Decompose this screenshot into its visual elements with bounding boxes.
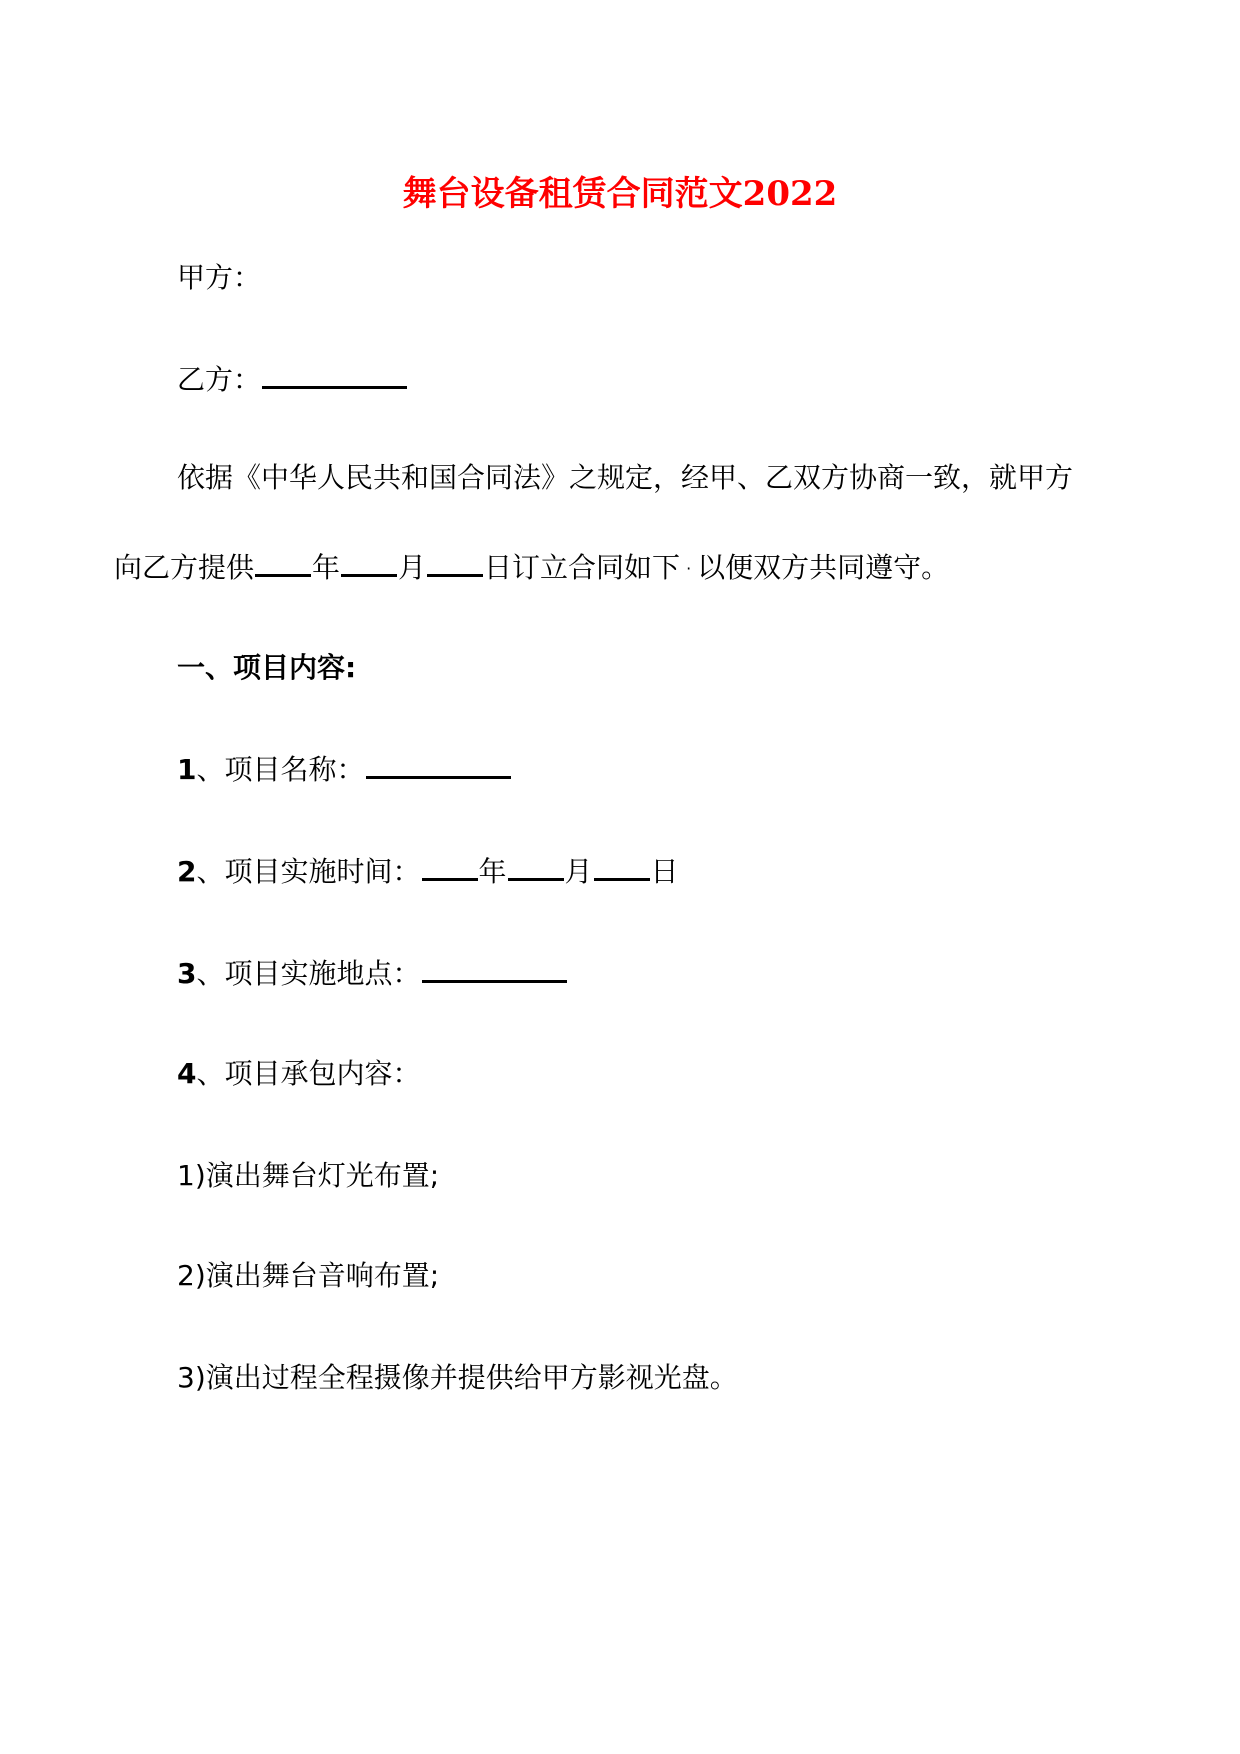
item-1-label: 、项目名称： [196,753,365,786]
item-4-number: 4 [177,1057,197,1090]
item-2-line [177,850,679,892]
preamble-month: 月 [398,551,427,584]
item-1-number: 1 [177,753,197,786]
preamble-text-2-end: 以便双方共同遵守。 [697,551,950,584]
item-1-blank [366,748,511,779]
item-3-label: 、项目实施地点： [196,957,421,990]
preamble-line-2 [114,546,949,589]
item-4-label: 、项目承包内容： [196,1057,421,1090]
party-b-label: 乙方： [177,363,262,396]
item-2-number: 2 [177,855,197,888]
sub-item-1: 1)演出舞台灯光布置; [177,1159,440,1192]
preamble-month-blank [341,546,397,577]
item-2-day-blank [594,850,650,881]
preamble-day-text: 日订立合同如下 [484,551,681,584]
preamble-line-1 [177,458,1073,498]
party-a-label: 甲方： [177,261,262,294]
item-4-line [177,1054,421,1094]
preamble-year-blank [255,546,311,577]
party-b-blank [262,358,407,389]
party-a-line [177,258,261,298]
sub-item-2: 2)演出舞台音响布置; [177,1259,440,1292]
item-3-blank [422,952,567,983]
preamble-text-2-start: 向乙方提供 [114,551,255,584]
item-2-month: 月 [564,855,593,888]
item-1-line [177,748,512,790]
preamble-dot: · [686,559,692,578]
item-3-number: 3 [177,957,197,990]
item-2-year-blank [422,850,478,881]
item-2-label: 、项目实施时间： [196,855,421,888]
item-2-year: 年 [478,855,507,888]
preamble-day-blank [427,546,483,577]
sub-item-3: 3)演出过程全程摄像并提供给甲方影视光盘。 [177,1361,738,1394]
preamble-text-1: 依据《中华人民共和国合同法》之规定，经甲、乙双方协商一致，就甲方 [177,461,1074,494]
party-b-line [177,358,408,400]
preamble-year: 年 [312,551,341,584]
item-3-line [177,952,568,994]
section-1-heading: 一、项目内容: [177,651,357,684]
item-2-month-blank [508,850,564,881]
document-title: 舞台设备租赁合同范文2022 [402,174,838,214]
item-2-day: 日 [650,855,679,888]
